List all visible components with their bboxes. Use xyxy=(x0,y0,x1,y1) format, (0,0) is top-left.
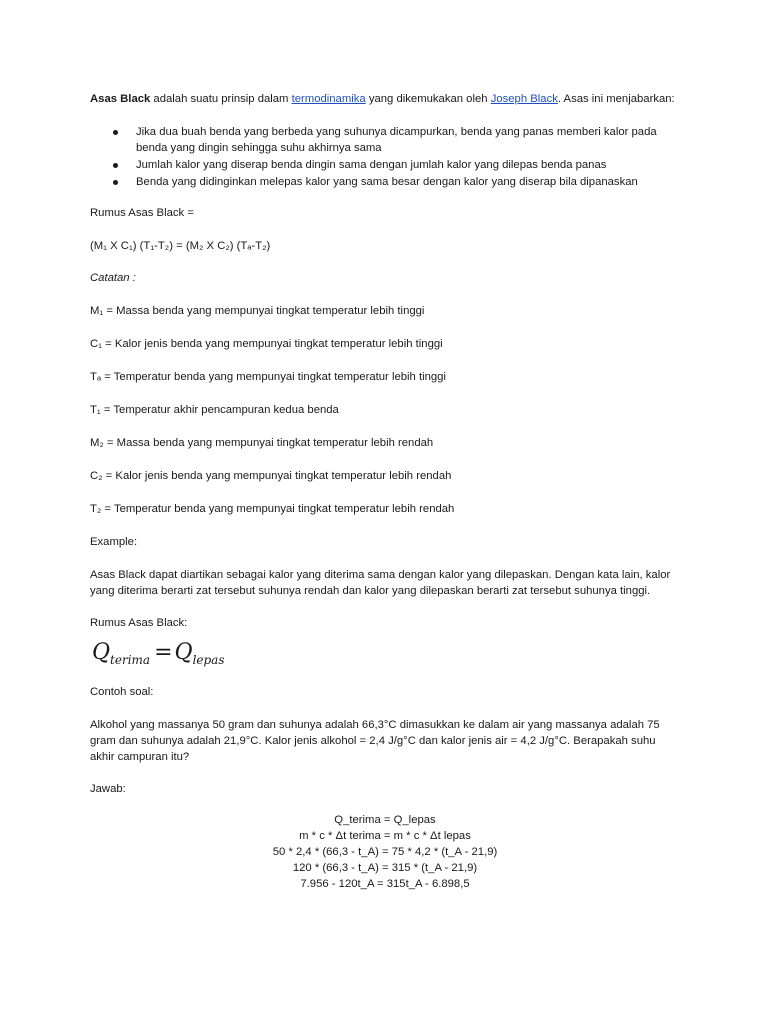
contoh-label: Contoh soal: xyxy=(90,686,154,698)
note-line: T₂ = Temperatur benda yang mempunyai tingkat temperatur lebih rendah xyxy=(90,503,455,515)
note-line: C₂ = Kalor jenis benda yang mempunyai tingkat temperatur lebih rendah xyxy=(90,470,452,482)
note-line: Tₐ = Temperatur benda yang mempunyai tingkat temperatur lebih tinggi xyxy=(90,371,446,383)
rumus2-label: Rumus Asas Black: xyxy=(90,617,188,629)
solution-steps xyxy=(230,812,540,892)
link-joseph-black[interactable]: Joseph Black xyxy=(490,93,558,105)
list-item: Jumlah kalor yang diserap benda dingin sama dengan jumlah kalor yang dilepas benda panas xyxy=(90,157,690,173)
solution-line: Q_terima = Q_lepas xyxy=(334,814,436,826)
list-item: Benda yang didinginkan melepas kalor yang sama besar dengan kalor yang diserap bila dipanaskan xyxy=(90,174,690,190)
catatan-label: Catatan : xyxy=(90,272,136,284)
solution-line: 50 * 2,4 * (66,3 - t_A) = 75 * 4,2 * (t_A - 21,9) xyxy=(272,846,498,858)
intro-paragraph xyxy=(90,91,690,107)
jawab-label: Jawab: xyxy=(90,783,126,795)
note-line: T₁ = Temperatur akhir pencampuran kedua benda xyxy=(90,404,339,416)
example-paragraph: Asas Black dapat diartikan sebagai kalor yang diterima sama dengan kalor yang dilepaskan. Dengan kata lain, kalor yang diterima berarti zat tersebut suhunya rendah dan kalor yang dilepaskan berarti zat tersebut suhunya tinggi. xyxy=(90,569,671,597)
solution-line: 7.956 - 120t_A = 315t_A - 6.898,5 xyxy=(300,878,470,890)
intro-term: Asas Black xyxy=(90,93,151,105)
rumus-formula: (M₁ X C₁) (T₁-T₂) = (M₂ X C₂) (Tₐ-T₂) xyxy=(90,240,271,252)
list-item: Jika dua buah benda yang berbeda yang suhunya dicampurkan, benda yang panas memberi kalor pada benda yang dingin sehingga suhu akhirnya sama xyxy=(90,124,690,156)
intro-text-1: adalah suatu prinsip dalam xyxy=(150,93,292,105)
note-line: M₂ = Massa benda yang mempunyai tingkat temperatur lebih rendah xyxy=(90,437,434,449)
note-line: M₁ = Massa benda yang mempunyai tingkat temperatur lebih tinggi xyxy=(90,305,425,317)
link-termodinamika[interactable]: termodinamika xyxy=(291,93,366,105)
bullet-icon xyxy=(113,180,118,185)
intro-text-3: . Asas ini menjabarkan: xyxy=(557,93,675,105)
intro-text-2: yang dikemukakan oleh xyxy=(365,93,491,105)
bullet-icon xyxy=(113,130,118,135)
example-label: Example: xyxy=(90,536,138,548)
rumus-label: Rumus Asas Black = xyxy=(90,207,194,219)
bullet-list xyxy=(90,124,690,191)
soal-paragraph: Alkohol yang massanya 50 gram dan suhunya adalah 66,3°C dimasukkan ke dalam air yang massanya adalah 75 gram dan suhunya adalah 21,9°C. Kalor jenis alkohol = 2,4 J/g°C dan kalor jenis air = 4,2 J/g°C. Berapakah suhu akhir campuran itu? xyxy=(90,719,660,763)
solution-line: m * c * Δt terima = m * c * Δt lepas xyxy=(299,830,471,842)
bullet-icon xyxy=(113,163,118,168)
solution-line: 120 * (66,3 - t_A) = 315 * (t_A - 21,9) xyxy=(292,862,478,874)
note-line: C₁ = Kalor jenis benda yang mempunyai tingkat temperatur lebih tinggi xyxy=(90,338,443,350)
heat-balance-equation: Qterima =Qlepas xyxy=(92,640,225,667)
